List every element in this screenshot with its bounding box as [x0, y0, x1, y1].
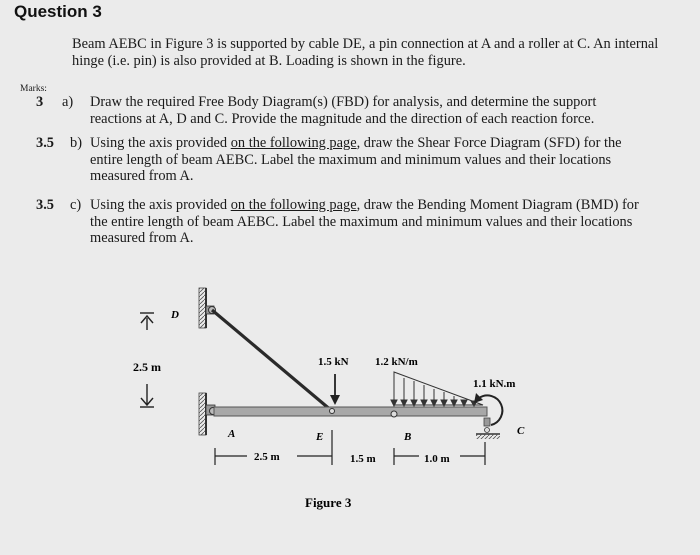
cable-pin-E [330, 409, 335, 414]
label-E: E [316, 431, 324, 443]
point-load-arrow [330, 374, 340, 405]
label-C: C [517, 425, 525, 437]
marks-label: Marks: [20, 84, 47, 94]
part-a-text: Draw the required Free Body Diagram(s) (FBD) for analysis, and determine the support reactions at A, D and C. Provide the magnitude and the direction of each reaction force. [90, 94, 597, 127]
question-intro: Beam AEBC in Figure 3 is supported by cable DE, a pin connection at A and a roller at C. An internal hinge (i.e. pin) is also provided at B. Loading is shown in the figure. [72, 36, 659, 69]
hinge-B [391, 411, 397, 417]
beam-AEBC [214, 407, 487, 416]
part-b-link[interactable]: on the following page [230, 135, 357, 151]
dist-load-label: 1.2 kN/m [375, 356, 418, 368]
distributed-load [391, 372, 483, 406]
question-title: Question 3 [14, 2, 102, 21]
part-c-text: Using the axis provided on the following page, draw the Bending Moment Diagram (BMD) for the entire length of beam AEBC. Label the maximum and minimum values and their locations measured from A. [90, 197, 639, 246]
part-a-marks: 3 [36, 94, 44, 110]
wall-support-D [199, 288, 216, 328]
label-A: A [228, 428, 236, 440]
part-a-letter: a) [62, 94, 74, 110]
dim-BC-label: 1.0 m [424, 453, 450, 465]
part-b-text: Using the axis provided on the following page, draw the Shear Force Diagram (SFD) for the entire length of beam AEBC. Label the maximum and minimum values and their locations measured from A. [90, 135, 622, 184]
part-c-letter: c) [70, 197, 82, 213]
moment-label: 1.1 kN.m [473, 378, 516, 390]
part-c-link[interactable]: on the following page [230, 197, 357, 213]
label-B: B [404, 431, 412, 443]
part-b-letter: b) [70, 135, 82, 151]
figure-caption: Figure 3 [305, 495, 352, 510]
dim-EB-label: 1.5 m [350, 453, 376, 465]
part-c-marks: 3.5 [36, 197, 54, 213]
point-load-label: 1.5 kN [318, 356, 349, 368]
cable-DE [212, 310, 332, 411]
dim-AE-label: 2.5 m [254, 451, 280, 463]
label-D: D [171, 309, 179, 321]
part-b-marks: 3.5 [36, 135, 54, 151]
roller-support-C [476, 418, 500, 439]
height-label: 2.5 m [133, 360, 161, 374]
